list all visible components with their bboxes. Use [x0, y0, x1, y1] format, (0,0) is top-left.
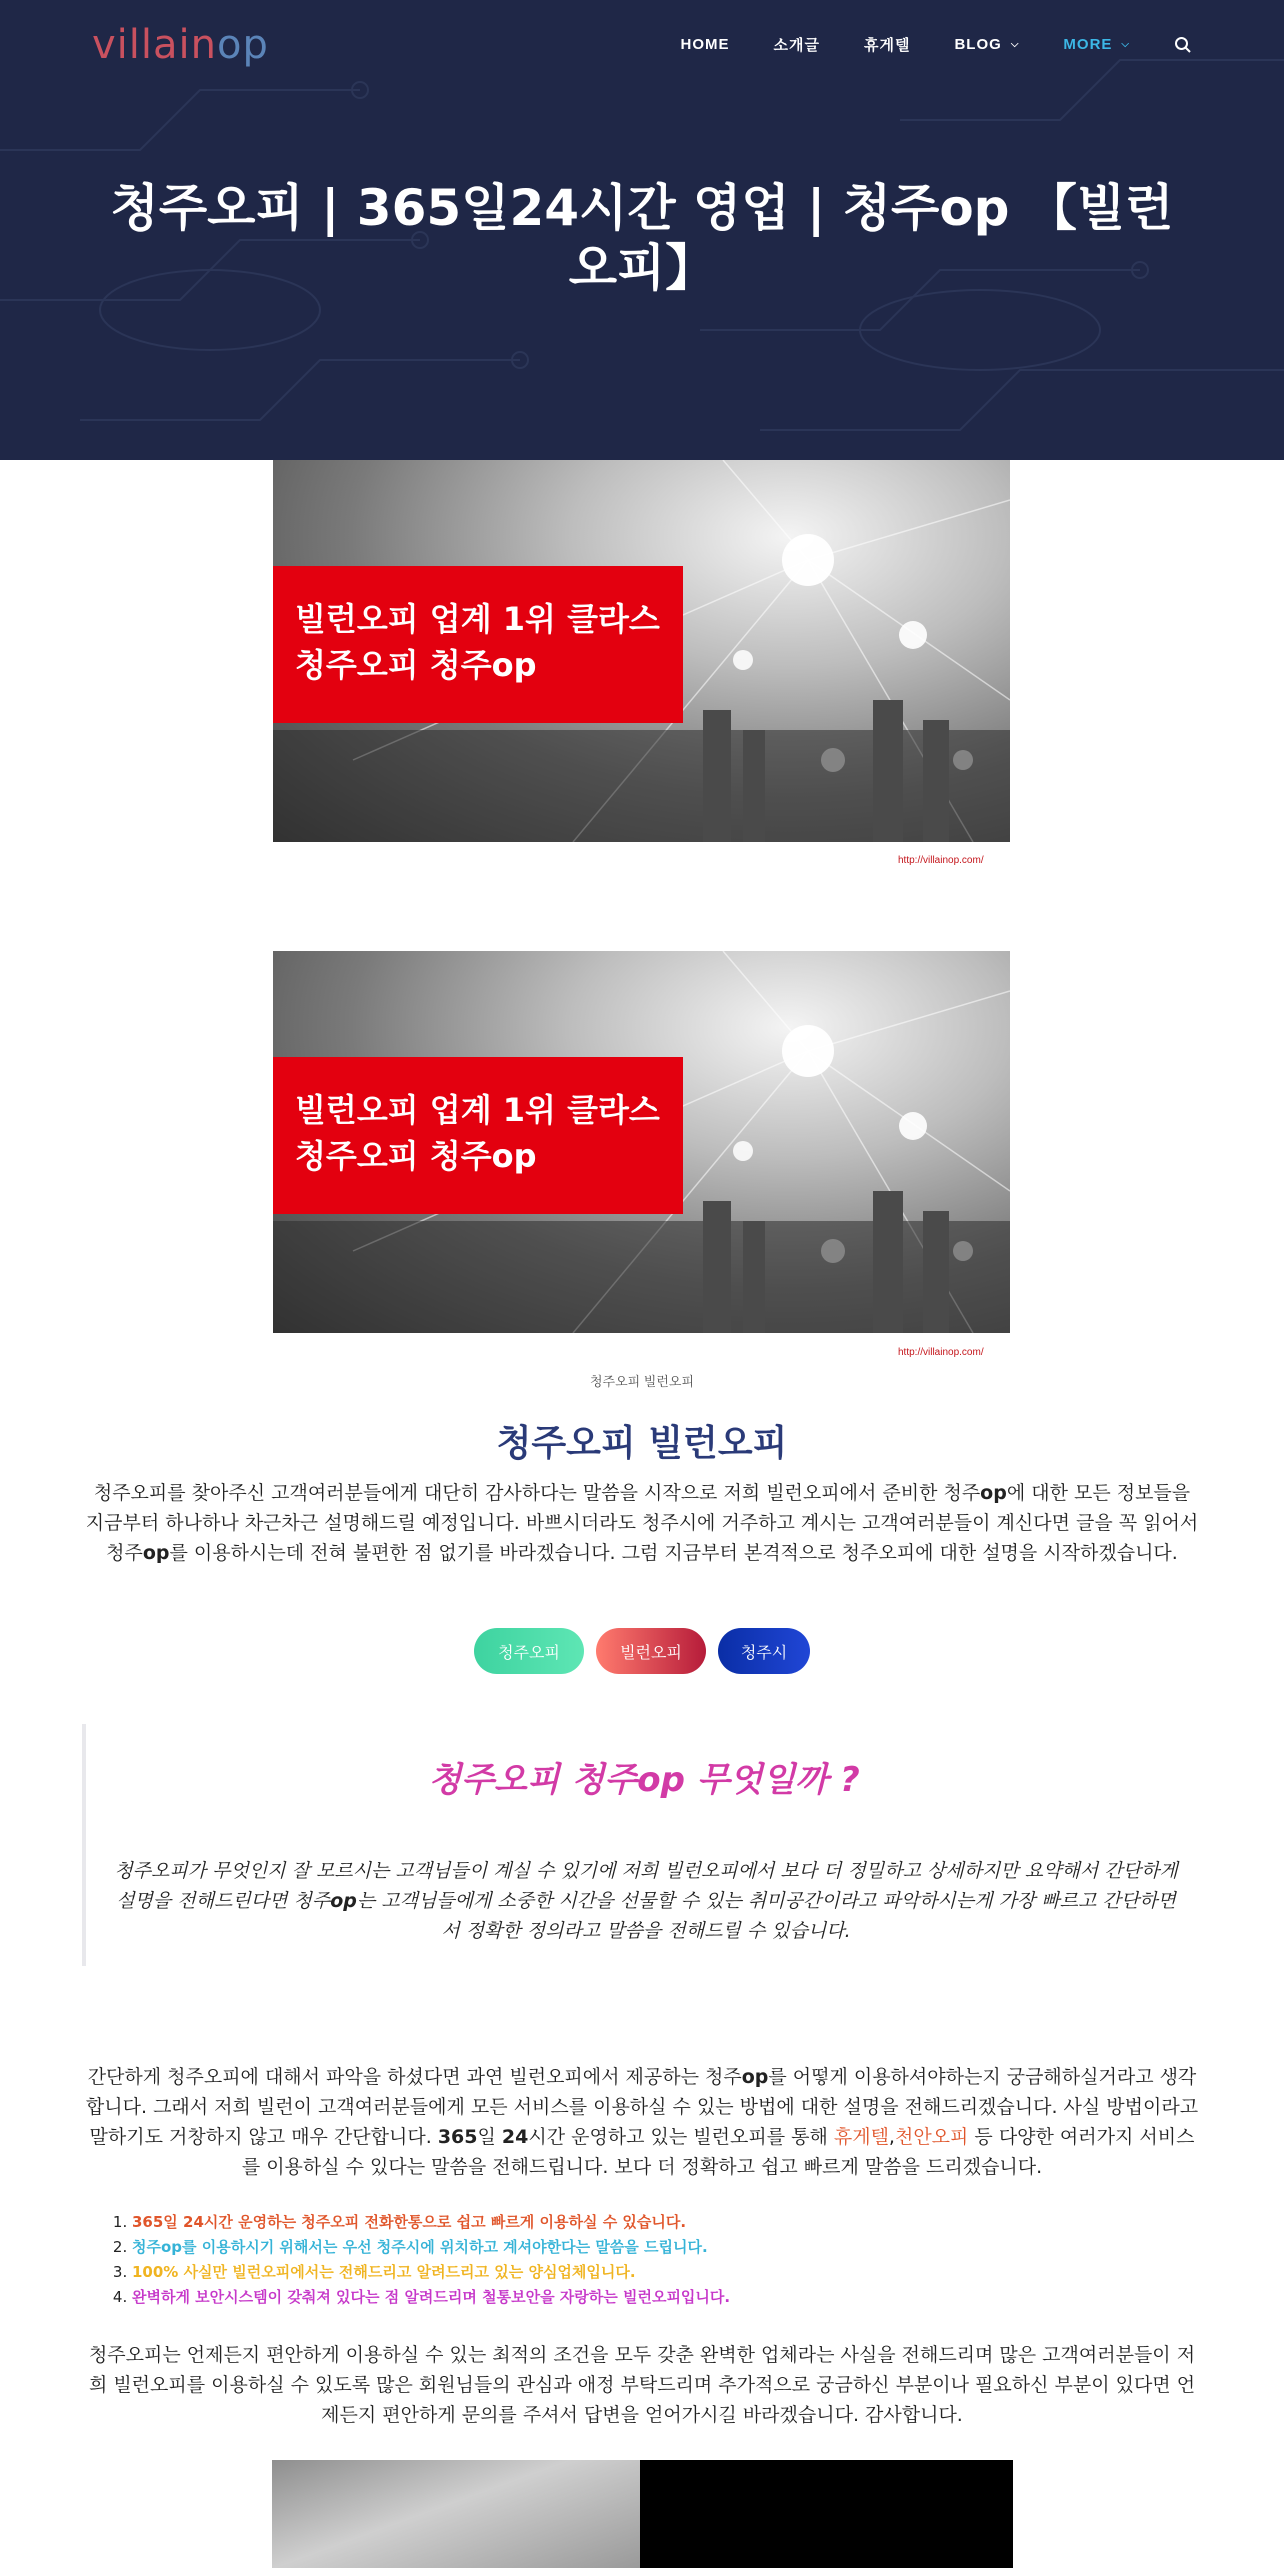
banner-line: 빌런오피 업계 1위 클라스	[295, 600, 660, 638]
menu-label: MORE	[1063, 36, 1113, 53]
menu-label: 소개글	[773, 37, 820, 54]
list-item	[132, 2210, 1212, 2235]
text-run: 청주오피를 찾아주신 고객여러분들에게 대단히 감사하다는 말씀을 시작으로 저희 빌런오피에서 준비한 청주	[93, 1482, 981, 1504]
text-run-bold: op	[980, 1482, 1007, 1504]
closing-paragraph: 청주오피는 언제든지 편안하게 이용하실 수 있는 최적의 조건을 모두 갖춘 완벽한 업체라는 사실을 전해드리며 많은 고객여러분들이 저희 빌런오피를 이용하실 수 있도록 많은 회원님들의 관심과 애정 부탁드리며 추가적으로 궁금하신 부분이나 필요하신 부분이 있다면 언제든지 편안하게 문의를 주셔서 답변을 얻어가시길 바라겠습니다. 감사합니다.	[88, 2344, 1196, 2426]
tag-list	[0, 1628, 1284, 1674]
menu-label: HOME	[680, 36, 730, 53]
image-banner	[273, 1057, 683, 1214]
page-title: 청주오피 | 365일24시간 영업 | 청주op 【빌런오피】	[110, 179, 1174, 297]
cheonan-op-link[interactable]: 천안오피	[894, 2126, 969, 2148]
quote-heading: 청주오피 청주op 무엇일까 ?	[428, 1760, 860, 1800]
banner-line: 청주오피 청주op	[295, 646, 537, 684]
site-logo[interactable]	[92, 22, 269, 68]
image-banner	[273, 566, 683, 723]
chevron-down-icon: ⌵	[1010, 39, 1020, 50]
menu-item-more[interactable]	[1063, 36, 1130, 53]
menu-label: 휴게텔	[863, 37, 911, 54]
article-image-dark	[640, 2460, 1013, 2568]
image-source-url: http://villainop.com/	[898, 1347, 984, 1358]
logo-part-red: villain	[92, 22, 217, 68]
site-header	[0, 0, 1284, 460]
list-item	[132, 2260, 1212, 2285]
article-image	[273, 951, 1010, 1333]
banner-line: 청주오피 청주op	[295, 1137, 537, 1175]
text-run: 청주오피가 무엇인지 잘 모르시는 고객님들이 계실 수 있기에 저희 빌런오피에서 보다 더 정밀하고 상세하지만 요약해서 간단하게 설명을 전해드린다면 청주	[114, 1860, 1178, 1912]
usage-paragraph	[82, 2062, 1202, 2182]
text-run: 는 고객님들에게 소중한 시간을 선물할 수 있는 취미공간이라고 파악하시는게 가장 빠르고 간단하면서 정확한 정의라고 말씀을 전해드릴 수 있습니다.	[356, 1890, 1176, 1942]
image-source-url: http://villainop.com/	[898, 855, 984, 866]
text-run: 에 대한 모든 정보들을 지금부터 하나하나 차근차근 설명해드릴 예정입니다. 바쁘시더라도 청주시에 거주하고 계시는 고객여러분들이 계신다면 글을 꼭 읽어서 청주	[85, 1482, 1199, 1564]
article-image-blurred	[272, 2460, 640, 2568]
list-item	[132, 2235, 1212, 2260]
text-run-bold: 24	[501, 2126, 529, 2148]
intro-paragraph	[82, 1478, 1202, 1568]
hugetel-link[interactable]: 휴게텔	[833, 2126, 889, 2148]
top-navigation	[0, 0, 1284, 90]
quote-body	[114, 1856, 1178, 1946]
list-item-text: 100% 사실만 빌런오피에서는 전해드리고 알려드리고 있는 양심업체입니다.	[132, 2263, 636, 2281]
list-item-text: 365일 24시간 운영하는 청주오피 전화한통으로 쉽고 빠르게 이용하실 수 있습니다.	[132, 2213, 687, 2231]
blockquote	[82, 1724, 1202, 1966]
section-heading: 청주오피 빌런오피	[496, 1423, 788, 1464]
logo-part-blue: op	[217, 22, 269, 68]
menu-item-blog[interactable]	[954, 36, 1019, 53]
text-run-bold: op	[330, 1890, 357, 1912]
list-item	[132, 2285, 1212, 2310]
tag-button[interactable]: 청주시	[718, 1628, 810, 1674]
main-menu	[637, 34, 1193, 55]
list-item-text: 청주op를 이용하시기 위해서는 우선 청주시에 위치하고 계셔야한다는 말씀을 드립니다.	[132, 2238, 708, 2256]
chevron-down-icon: ⌵	[1121, 39, 1130, 50]
text-run: 를 어떻게 이용하셔야하는지 궁금해하실거라고 생각합니다. 그래서 저희 빌런이 고객여러분들에게 모든 서비스를 이용하실 수 있는 방법에 대한 설명을 전해드리겠습니다. 사실 방법이라고 말하기도 거창하지 않고 매우 간단합니다.	[85, 2066, 1199, 2148]
menu-label: BLOG	[954, 36, 1002, 53]
tag-button[interactable]: 빌런오피	[596, 1628, 706, 1674]
feature-list	[132, 2210, 1212, 2310]
menu-item-intro[interactable]	[774, 34, 820, 55]
menu-item-home[interactable]	[681, 36, 730, 53]
banner-line: 빌런오피 업계 1위 클라스	[295, 1091, 660, 1129]
tag-button[interactable]: 청주오피	[474, 1628, 584, 1674]
text-run: 일	[477, 2126, 502, 2148]
text-run: 시간 운영하고 있는 빌런오피를 통해	[528, 2126, 834, 2148]
article-image	[273, 460, 1010, 842]
list-item-text: 완벽하게 보안시스템이 갖춰져 있다는 점 알려드리며 철통보안을 자랑하는 빌런오피입니다.	[132, 2288, 731, 2306]
text-run-bold: 365	[437, 2126, 478, 2148]
menu-item-hugetel[interactable]	[864, 34, 910, 55]
text-run: 간단하게 청주오피에 대해서 파악을 하셨다면 과연 빌런오피에서 제공하는 청주	[87, 2066, 742, 2088]
text-run: 를 이용하시는데 전혀 불편한 점 없기를 바라겠습니다. 그럼 지금부터 본격적으로 청주오피에 대한 설명을 시작하겠습니다.	[169, 1542, 1178, 1564]
search-icon[interactable]	[1174, 36, 1192, 54]
text-run-bold: op	[741, 2066, 769, 2088]
image-caption: 청주오피 빌런오피	[589, 1374, 695, 1389]
text-run: ,	[888, 2126, 895, 2148]
text-run-bold: op	[142, 1542, 170, 1564]
text-run: 등 다양한 여러가지 서비스를 이용하실 수 있다는 말씀을 전해드립니다. 보다 더 정확하고 쉽고 빠르게 말씀을 드리겠습니다.	[241, 2126, 1195, 2178]
